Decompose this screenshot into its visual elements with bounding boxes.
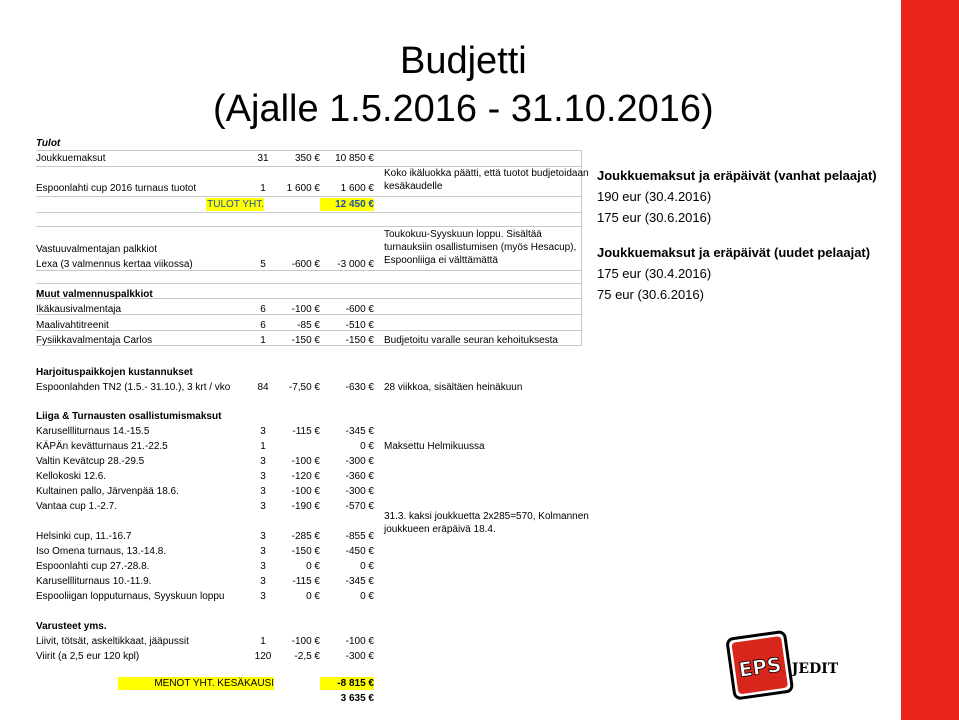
row-label: Muut valmennuspalkkiot xyxy=(36,289,153,300)
grid-line xyxy=(36,212,582,213)
row-count: 3 xyxy=(260,501,266,512)
row-total: -630 € xyxy=(345,382,374,393)
row-total: -100 € xyxy=(345,636,374,647)
row-total: -855 € xyxy=(345,531,374,542)
row-label: KÄPÄn kevätturnaus 21.-22.5 xyxy=(36,441,168,452)
row-total: -600 € xyxy=(345,304,374,315)
fee-heading-old: Joukkuemaksut ja eräpäivät (vanhat pelaajat) xyxy=(597,168,877,183)
fee-line: 75 eur (30.6.2016) xyxy=(597,287,704,302)
row-total: 0 € xyxy=(360,591,374,602)
row-count: 3 xyxy=(260,426,266,437)
row-label: Kultainen pallo, Järvenpää 18.6. xyxy=(36,486,179,497)
fee-line: 190 eur (30.4.2016) xyxy=(597,189,712,204)
fee-line: 175 eur (30.6.2016) xyxy=(597,210,712,225)
row-label: Valtin Kevätcup 28.-29.5 xyxy=(36,456,145,467)
row-label: Viirit (a 2,5 eur 120 kpl) xyxy=(36,651,140,662)
row-total: -3 000 € xyxy=(337,259,374,270)
row-count: 31 xyxy=(257,153,269,164)
page-title: Budjetti xyxy=(400,40,527,82)
row-label: Maalivahtitreenit xyxy=(36,320,109,331)
row-unit-price: -115 € xyxy=(292,576,320,587)
row-note: 28 viikkoa, sisältäen heinäkuun xyxy=(384,382,523,393)
row-count: 3 xyxy=(260,561,266,572)
fee-info xyxy=(597,165,897,305)
fee-line: 175 eur (30.4.2016) xyxy=(597,266,712,281)
row-unit-price: -100 € xyxy=(291,304,320,315)
row-label: Ikäkausivalmentaja xyxy=(36,304,122,315)
row-count: 6 xyxy=(260,304,266,315)
row-unit-price: -100 € xyxy=(291,456,320,467)
row-label: Helsinki cup, 11.-16.7 xyxy=(36,531,132,542)
row-count: 3 xyxy=(260,456,266,467)
red-side-bar xyxy=(901,0,959,720)
row-label: Lexa (3 valmennus kertaa viikossa) xyxy=(36,259,193,270)
grid-line xyxy=(36,150,582,151)
row-label: Liivit, tötsät, askeltikkaat, jääpussit xyxy=(36,636,189,647)
row-label: Espoonlahti cup 2016 turnaus tuotot xyxy=(36,183,197,194)
row-label: Espooliigan lopputurnaus, Syyskuun loppu xyxy=(36,591,225,602)
grid-line xyxy=(36,196,582,197)
row-label: Vantaa cup 1.-2.7. xyxy=(36,501,117,512)
row-unit-price: -7,50 € xyxy=(288,382,320,393)
row-unit-price: -115 € xyxy=(292,426,320,437)
row-total: -360 € xyxy=(345,471,374,482)
row-unit-price: -120 € xyxy=(291,471,320,482)
row-total: -345 € xyxy=(345,576,374,587)
row-unit-price: -100 € xyxy=(291,486,320,497)
row-total: 12 450 € xyxy=(320,198,374,211)
page-subtitle: (Ajalle 1.5.2016 - 31.10.2016) xyxy=(213,88,714,130)
row-unit-price: 0 € xyxy=(306,561,320,572)
logo-mark: EPS xyxy=(737,652,783,682)
row-label: Joukkuemaksut xyxy=(36,153,106,164)
row-total: -300 € xyxy=(345,651,374,662)
row-unit-price: 350 € xyxy=(294,153,320,164)
row-unit-price: -150 € xyxy=(291,335,320,346)
row-count: 1 xyxy=(260,183,266,194)
row-label: Tulot xyxy=(36,138,61,149)
row-count: 84 xyxy=(257,382,269,393)
budget-sheet xyxy=(36,0,589,720)
row-total: -345 € xyxy=(345,426,374,437)
row-label: Liiga & Turnausten osallistumismaksut xyxy=(36,411,222,422)
row-unit-price: 0 € xyxy=(306,591,320,602)
club-logo-icon xyxy=(723,617,849,713)
row-unit-price: -85 € xyxy=(297,320,320,331)
row-label: Karusellliturnaus 10.-11.9. xyxy=(36,576,152,587)
note-koko: Koko ikäluokka päätti, että tuotot budjetoidaan kesäkaudelle xyxy=(384,168,589,192)
grid-line xyxy=(36,283,582,284)
row-count: 3 xyxy=(260,546,266,557)
row-total: 0 € xyxy=(360,561,374,572)
row-count: 1 xyxy=(260,636,266,647)
row-unit-price: -100 € xyxy=(291,636,320,647)
grid-line xyxy=(36,226,582,227)
row-label: Espoonlahden TN2 (1.5.- 31.10.), 3 krt / vko xyxy=(36,382,231,393)
row-unit-price: -150 € xyxy=(291,546,320,557)
row-unit-price: -285 € xyxy=(291,531,320,542)
row-label: MENOT YHT. KESÄKAUSI xyxy=(118,677,274,690)
row-unit-price: 1 600 € xyxy=(286,183,320,194)
row-label: TULOT YHT. xyxy=(207,199,264,210)
row-total: 1 600 € xyxy=(340,183,374,194)
row-unit-price: -190 € xyxy=(291,501,320,512)
row-count: 6 xyxy=(260,320,266,331)
row-count: 5 xyxy=(260,259,266,270)
row-total: -150 € xyxy=(345,335,374,346)
row-label: Harjoituspaikkojen kustannukset xyxy=(36,367,193,378)
row-count: 3 xyxy=(260,471,266,482)
row-label: Espoonlahti cup 27.-28.8. xyxy=(36,561,150,572)
row-label: Vastuuvalmentajan palkkiot xyxy=(36,244,157,255)
row-total: -8 815 € xyxy=(320,677,374,690)
row-label: Karusellliturnaus 14.-15.5 xyxy=(36,426,150,437)
row-total: 10 850 € xyxy=(335,153,374,164)
row-label: Fysiikkavalmentaja Carlos xyxy=(36,335,153,346)
row-count: 3 xyxy=(260,576,266,587)
note-toukokuu: Toukokuu-Syyskuun loppu. Sisältää turnauksiin osallistumisen (myös Hesacup), Espoonliiga ei välttämättä xyxy=(384,229,577,266)
row-total: -510 € xyxy=(345,320,374,331)
row-count: 3 xyxy=(260,486,266,497)
row-unit-price: -600 € xyxy=(291,259,320,270)
row-note: Budjetoitu varalle seuran kehoituksesta xyxy=(384,335,558,346)
row-count: 1 xyxy=(260,441,266,452)
row-label: Iso Omena turnaus, 13.-14.8. xyxy=(36,546,167,557)
note-kaksi: 31.3. kaksi joukkuetta 2x285=570, Kolmannen joukkueen eräpäivä 18.4. xyxy=(384,511,589,535)
fee-heading-new: Joukkuemaksut ja eräpäivät (uudet pelaajat) xyxy=(597,245,871,260)
row-total: -450 € xyxy=(345,546,374,557)
row-total: 3 635 € xyxy=(340,693,374,704)
row-count: 1 xyxy=(260,335,266,346)
row-label: Kellokoski 12.6. xyxy=(36,471,107,482)
logo-text: JEDIT xyxy=(791,661,839,677)
row-total: -300 € xyxy=(345,456,374,467)
row-total: -300 € xyxy=(345,486,374,497)
row-total: -570 € xyxy=(345,501,374,512)
row-count: 3 xyxy=(260,591,266,602)
row-total: 0 € xyxy=(360,441,374,452)
row-label: Varusteet yms. xyxy=(36,621,107,632)
row-count: 120 xyxy=(254,651,272,662)
row-unit-price: -2,5 € xyxy=(294,651,320,662)
row-count: 3 xyxy=(260,531,266,542)
row-note: Maksettu Helmikuussa xyxy=(384,441,485,452)
